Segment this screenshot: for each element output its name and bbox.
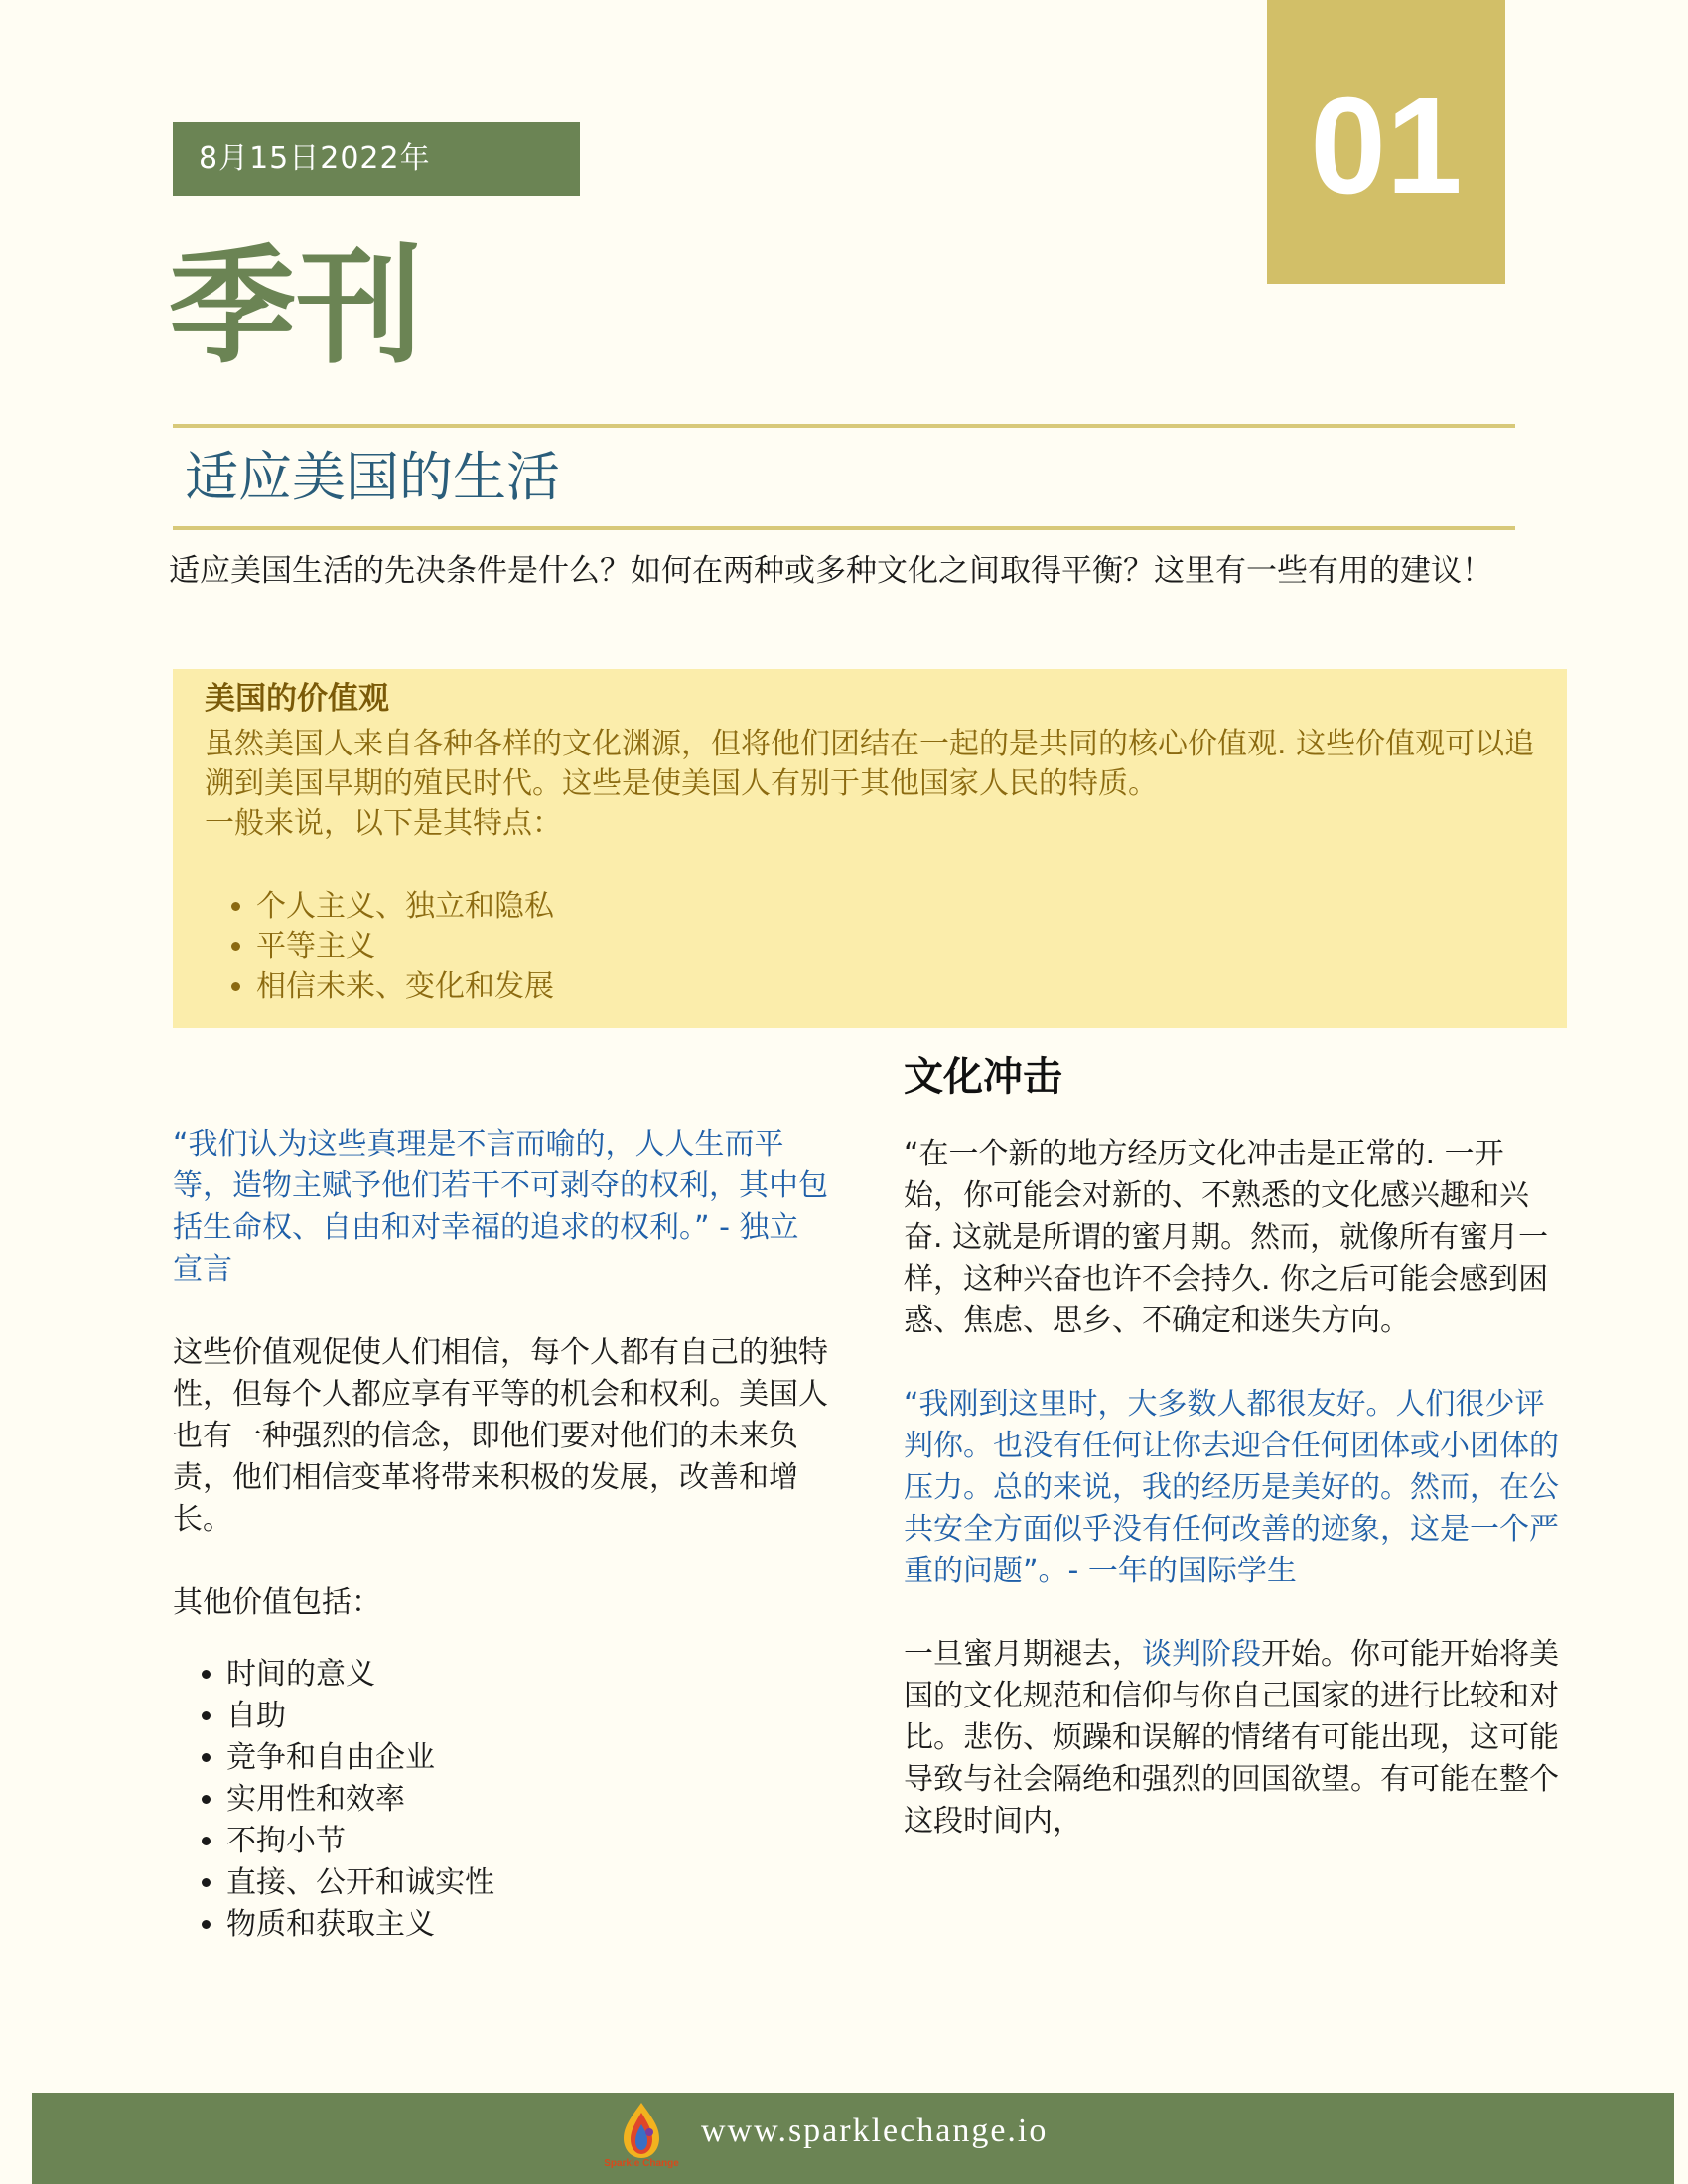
left-column	[173, 1124, 828, 1946]
flame-drop-icon	[598, 2099, 685, 2160]
list-item: • 竞争和自由企业	[226, 1737, 828, 1779]
article-title: 适应美国的生活	[185, 446, 560, 508]
list-item: • 自助	[226, 1696, 828, 1737]
intro-paragraph: 适应美国生活的先决条件是什么？如何在两种或多种文化之间取得平衡？这里有一些有用的建议！	[169, 553, 1492, 589]
list-item: • 实用性和效率	[226, 1779, 828, 1821]
list-item: • 不拘小节	[226, 1821, 828, 1862]
other-values-lead: 其他价值包括：	[173, 1585, 381, 1620]
culture-shock-paragraph: “在一个新的地方经历文化冲击是正常的. 一开始，你可能会对新的、不熟悉的文化感兴趣和兴奋. 这就是所谓的蜜月期。然而，就像所有蜜月一样，这种兴奋也许不会持久. 你之后可能会感到困惑、焦虑、思乡、不确定和迷失方向。	[904, 1137, 1549, 1338]
issue-number: 01	[1267, 0, 1505, 284]
list-item: • 时间的意义	[226, 1654, 828, 1696]
list-item: • 个人主义、独立和隐私	[256, 887, 1537, 927]
divider-bottom	[173, 526, 1515, 530]
other-values-list	[173, 1654, 828, 1946]
list-item: • 直接、公开和诚实性	[226, 1862, 828, 1904]
values-body: 虽然美国人来自各种各样的文化渊源，但将他们团结在一起的是共同的核心价值观. 这些价值观可以追溯到美国早期的殖民时代。这些是使美国人有别于其他国家人民的特质。	[205, 727, 1535, 801]
negotiation-paragraph	[904, 1634, 1559, 1843]
right-column	[904, 1050, 1559, 1884]
masthead-title: 季刊	[169, 233, 424, 381]
sparkle-change-logo	[598, 2099, 685, 2178]
negotiation-text-after: 开始。你可能开始将美国的文化规范和信仰与你自己国家的进行比较和对比。悲伤、烦躁和误解的情绪有可能出现，这可能导致与社会隔绝和强烈的回国欲望。有可能在整个这段时间内，	[904, 1637, 1559, 1839]
culture-shock-heading: 文化冲击	[904, 1054, 1062, 1100]
values-lead: 一般来说，以下是其特点：	[205, 806, 562, 841]
issue-date: 8月15日2022年	[173, 122, 580, 196]
values-explanation: 这些价值观促使人们相信，每个人都有自己的独特性，但每个人都应享有平等的机会和权利。美国人也有一种强烈的信念，即他们要对他们的未来负责，他们相信变革将带来积极的发展，改善和增长。	[173, 1335, 828, 1537]
list-item: • 物质和获取主义	[226, 1904, 828, 1946]
american-values-box	[173, 669, 1567, 1028]
website-url[interactable]: www.sparklechange.io	[701, 2113, 1049, 2149]
list-item: • 平等主义	[256, 927, 1537, 967]
list-item: • 相信未来、变化和发展	[256, 967, 1537, 1007]
footer-bar	[32, 2093, 1674, 2184]
values-list	[205, 887, 1537, 1007]
negotiation-text-before: 一旦蜜月期褪去，	[904, 1637, 1142, 1672]
student-quote: “我刚到这里时，大多数人都很友好。人们很少评判你。也没有任何让你去迎合任何团体或小团体的压力。总的来说，我的经历是美好的。然而，在公共安全方面似乎没有任何改善的迹象，这是一个严重的问题”。- 一年的国际学生	[904, 1387, 1559, 1588]
values-heading: 美国的价值观	[205, 681, 389, 717]
negotiation-stage-link[interactable]: 谈判阶段	[1142, 1637, 1261, 1672]
divider-top	[173, 424, 1515, 428]
declaration-quote: “我们认为这些真理是不言而喻的，人人生而平等，造物主赋予他们若干不可剥夺的权利，其中包括生命权、自由和对幸福的追求的权利。” - 独立宣言	[173, 1127, 828, 1287]
logo-text: Sparkle Change	[604, 2158, 679, 2169]
